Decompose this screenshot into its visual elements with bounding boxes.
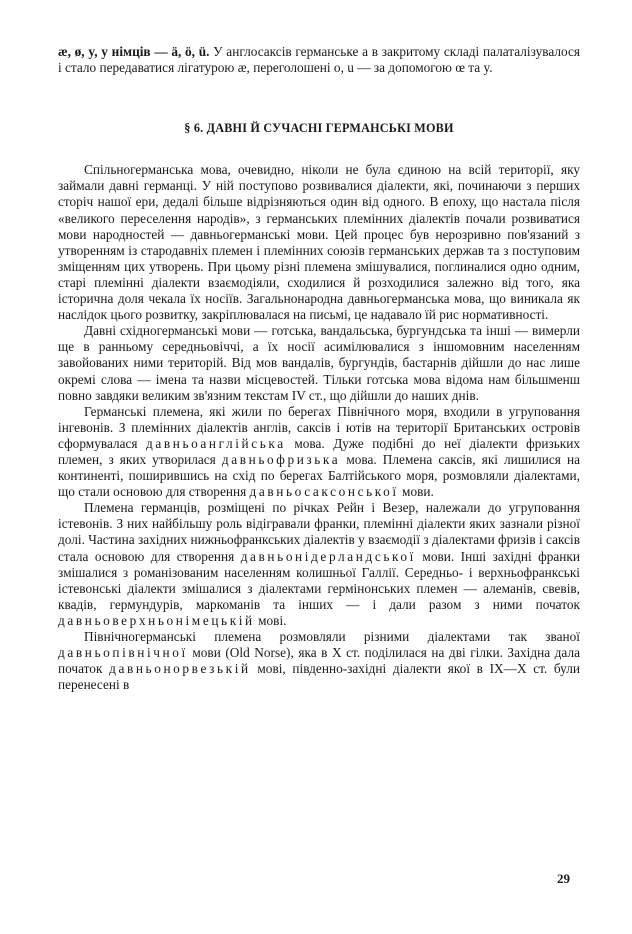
p3-text-b: мова. Дуже подібні до неї діалекти фризьких племен, з яких утворилася bbox=[58, 435, 581, 467]
term-old-frisian: давньофризька bbox=[221, 451, 341, 467]
paragraph-3 bbox=[58, 404, 580, 501]
intro-rest: У англосаксів германське а в закритому складі палаталізувалося і стало передаватися лігатурою æ, переголошені о, u — за допомогою œ та y. bbox=[58, 44, 580, 76]
paragraph-1: Спільногерманська мова, очевидно, ніколи не була єдиною на всій території, яку займали давні германці. У ній поступово розвивалися діалекти, які, починаючи з перших сторіч нашої ери, дедалі більше відрізняються один від одного. В епоху, що настала після «великого переселення народів», з германських племінних діалектів почали розвиватися мови народностей — давньогерманські мови. Цей процес був нерозривно пов'язаний з утворенням із стародавніх племен і племінних союзів германських держав та з поступовим зміщенням цих утворень. При цьому різні племена змішувалися, поглиналися одно одним, старі племінні діалекти взаємодіяли, сходилися й розходилися залежно від того, яка історична доля чекала їх носіїв. Загальнонародна давньогерманська мова, що виникала як наслідок цього розвитку, закріплювалася на письмі, це надавало їй рис нормативності. bbox=[58, 162, 580, 323]
term-old-high-german: давньоверхньонімецькій bbox=[58, 612, 255, 628]
term-old-english: давньоанглійська bbox=[146, 435, 286, 451]
intro-paragraph bbox=[58, 44, 580, 76]
term-old-norwegian: давньонорвезькій bbox=[109, 661, 251, 677]
p4-text-c: мові. bbox=[254, 612, 287, 628]
p3-text-a: Германські племена, які жили по берегах Північного моря, входили в угруповання інгевонів. З племінних діалектів англів, саксів і ютів на території Британських островів сформувалася bbox=[58, 403, 580, 451]
paragraph-2: Давні східногерманські мови — готська, вандальська, бургундська та інші — вимерли ще в ранньому середньовіччі, а їх носії асимілювалися з іншомовним населенням завойованих ними територій. Від мов вандалів, бургундів, бастарнів дійшли до нас лише окремі слова — імена та назви місцевостей. Тільки готська мова відома нам більшменш повно завдяки великим зв'язним текстам IV ст., що дійшли до наших днів. bbox=[58, 323, 580, 403]
paragraph-5 bbox=[58, 629, 580, 693]
p4-text-a: Племена германців, розміщені по річках Рейн і Везер, належали до угруповання істевонів. З них найбільшу роль відігравали франки, племінні діалекти яких зазнали різної долі. Частина західних нижньофранкських діалектів у взаємодії з діалектами фризів і саксів стала основою для створення bbox=[58, 500, 580, 564]
p5-text-a: Північногерманські племена розмовляли різними діалектами так званої bbox=[84, 629, 580, 644]
section-heading: § 6. ДАВНІ Й СУЧАСНІ ГЕРМАНСЬКІ МОВИ bbox=[184, 121, 454, 136]
p5-text-c: мові, південно-західні діалекти якої в IX—X ст. були перенесені в bbox=[58, 661, 580, 693]
p3-text-c: мова. Племена саксів, які лишилися на континенті, поширившись на схід по берегах Балтійського моря, розмовляли діалектами, що стали основою для створення bbox=[58, 451, 580, 500]
intro-lead-letters: æ, ø, y, у німців — ä, ö, ü. bbox=[58, 44, 210, 59]
paragraph-4 bbox=[58, 500, 580, 629]
term-old-saxon: давньосаксонської bbox=[249, 484, 399, 500]
page-number: 29 bbox=[557, 871, 570, 886]
term-old-dutch: давньонідерландської bbox=[240, 548, 416, 564]
p5-text-b: мови (Old Norse), яка в X ст. поділилася на дві гілки. Західна дала початок bbox=[58, 645, 580, 677]
p3-text-d: мови. bbox=[398, 484, 434, 500]
p4-text-b: мови. Інші західні франки змішалися з романізованим населенням колишньої Галлії. Середньо- і верхньофранкські істевонські діалекти змішалися з діалектами гермінонських племен — алеманів, свевів, квадів, гермундурів, маркоманів та інших — і дали разом з ними початок bbox=[58, 548, 580, 612]
term-old-norse: давньопівнічної bbox=[58, 645, 188, 661]
